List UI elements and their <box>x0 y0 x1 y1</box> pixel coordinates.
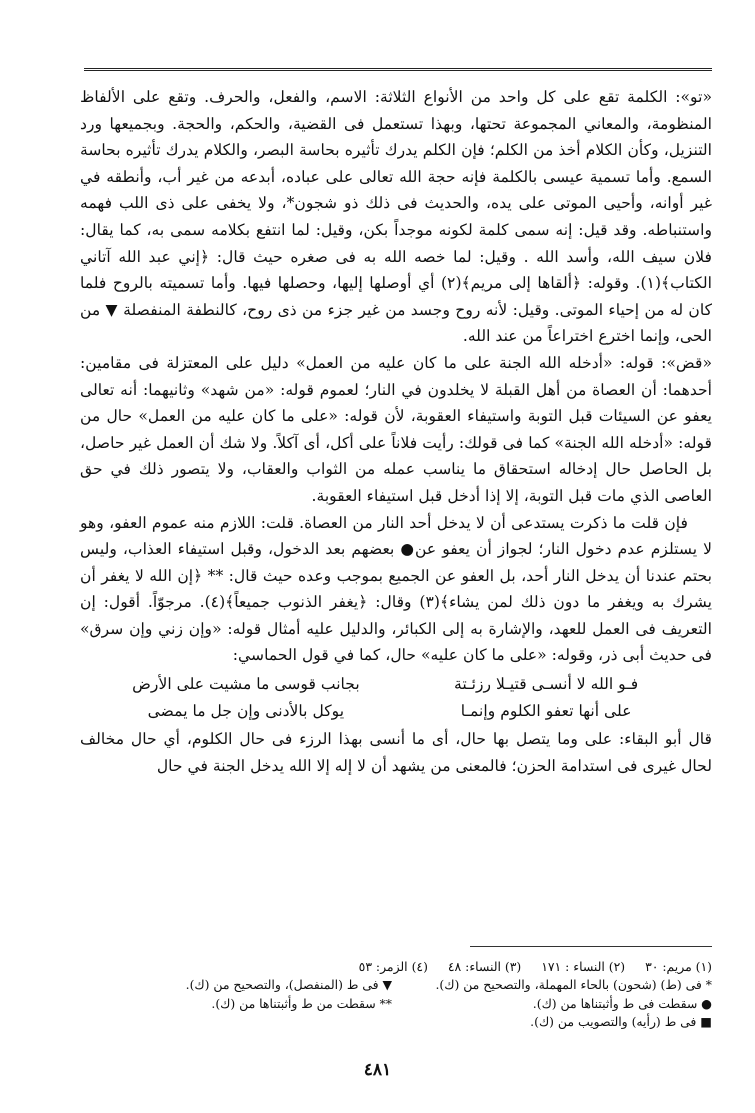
poem-line <box>80 698 712 725</box>
paragraph-tu: «تو»: الكلمة تقع على كل واحد من الأنواع الثلاثة: الاسم، والفعل، والحرف. وتقع على الألفاظ المنظومة، والمعاني المجموعة تحتها، وبهذا تستعمل فى القضية، والحكم، والحجة. وبجميعها ورد التنزيل، وكأن الكلام أخذ من الكلم؛ فإن الكلم يدرك تأثيره بحاسة البصر، والكلام يدرك تأثيره بحاسة السمع. وأما تسمية عيسى بالكلمة فإنه حجة الله تعالى على عباده، أبدعه من غير أب، وأنطقه في غير أوانه، وأحيى الموتى على يده، والحديث فى ذلك ذو شجون*، ولا يخفى على ذى اللب فهمه واستنباطه. وقد قيل: إنه سمى كلمة لكونه موجداً بكن، وقيل: لما انتفع بكلامه سمى به، كما يقال: فلان سيف الله، وأسد الله . وقيل: لما خصه الله به فى صغره حيث قال: ﴿إني عبد الله آتاني الكتاب﴾(١). وقوله: ﴿ألقاها إلى مريم﴾(٢) أي أوصلها إليها، وحصلها فيها. وأما تسميته بالروح فلما كان له من إحياء الموتى. وقيل: لأنه روح وجسد من غير جزء من ذى روح، كالنطفة المنفصلة ▼ من الحى، وإنما اخترع اختراعاً من عند الله. <box>80 88 712 346</box>
poem-hemistich: على أنها تعفو الكلوم وإنمـا <box>460 701 632 720</box>
header-rule <box>84 68 712 71</box>
paragraph-abu-albaqa: قال أبو البقاء: على وما يتصل بها حال، أى ما أنسى بهذا الرزء فى حال الكلوم، أي حال مخالف لحال غيرى فى استدامة الحزن؛ فالمعنى من يشهد أن لا إله إلا الله يدخل الجنة في حال <box>80 730 712 775</box>
footnote-dot: ● سقطت فى ط وأثبتناها من (ك). <box>532 995 712 1011</box>
footnotes <box>84 958 712 1032</box>
footnote-row <box>84 976 712 994</box>
paragraph-qad: «قض»: قوله: «أدخله الله الجنة على ما كان عليه من العمل» دليل على المعتزلة فى مقامين: أحدهما: أن العصاة من أهل القبلة لا يخلدون في النار؛ لعموم قوله: «من شهد» وثانيهما: أنه تعالى يعفو عن السيئات قبل التوبة واستيفاء العقوبة، لأن قوله: «على ما كان عليه من العمل» حال من قوله: «أدخله الله الجنة» كما فى قولك: رأيت فلاناً على أكل، أى آكلاً. ولا شك أن العمل غير حاصل، بل الحاصل حال إدخاله استحقاق ما يناسب عمله من الثواب والعقاب، ولا يتصور ذلك في حق العاصى الذي مات قبل التوبة، إلا إذا أدخل قبل استيفاء العقوبة. <box>80 353 712 505</box>
poem-line <box>80 671 712 698</box>
footnote-ref: (٤) الزمر: ٥٣ <box>358 959 428 974</box>
footnote-square: ■ فى ط (رأيه) والتصويب من (ك). <box>530 1014 712 1030</box>
page-number: ٤٨١ <box>363 1060 392 1080</box>
footnote-ref: (١) مريم: ٣٠ <box>645 959 712 974</box>
poem-hemistich: يوكل بالأدنى وإن جل ما يمضى <box>147 701 345 720</box>
poem-hemistich: فـو الله لا أنسـى قتيـلا رزئـتة <box>453 675 639 694</box>
footnote-row <box>84 995 712 1013</box>
footnote-triangle: ▼ فى ط (المنفصل)، والتصحيح من (ك). <box>185 977 392 993</box>
footnote-references <box>84 958 712 976</box>
poem-hemistich: بجانب قوسى ما مشيت على الأرض <box>132 675 360 694</box>
poem <box>80 671 712 724</box>
paragraph-question: فإن قلت ما ذكرت يستدعى أن لا يدخل أحد النار من العصاة. قلت: اللازم منه عموم العفو، وهو لا يستلزم عدم دخول النار؛ لجواز أن يعفو عن● بعضهم بعد الدخول، وقبل استيفاء العذاب، وليس بحتم عندنا أن يدخل النار أحد، بل العفو عن الجميع بموجب وعده حيث قال: ** ﴿إن الله لا يغفر أن يشرك به ويغفر ما دون ذلك لمن يشاء﴾(٣) وقال: ﴿يغفر الذنوب جميعاً﴾(٤). مرجوّاً. أقول: إن التعريف فى العمل للعهد، والإشارة به إلى الكبائر، والدليل عليه أمثال قوله: «وإن زني وإن سرق» فى حديث أبى ذر، وقوله: «على ما كان عليه» حال، كما في قول الحماسي: <box>80 513 712 665</box>
footnote-ref: (٢) النساء : ١٧١ <box>541 959 626 974</box>
footnote-double-star: ** سقطت من ط وأثبتناها من (ك). <box>211 995 392 1011</box>
footnote-star: * فى (ط) (شحون) بالحاء المهملة، والتصحيح من (ك). <box>435 977 712 993</box>
main-text <box>80 84 712 779</box>
footnote-row <box>84 1013 712 1031</box>
footnote-ref: (٣) النساء: ٤٨ <box>447 959 522 974</box>
footnote-rule <box>470 946 712 947</box>
